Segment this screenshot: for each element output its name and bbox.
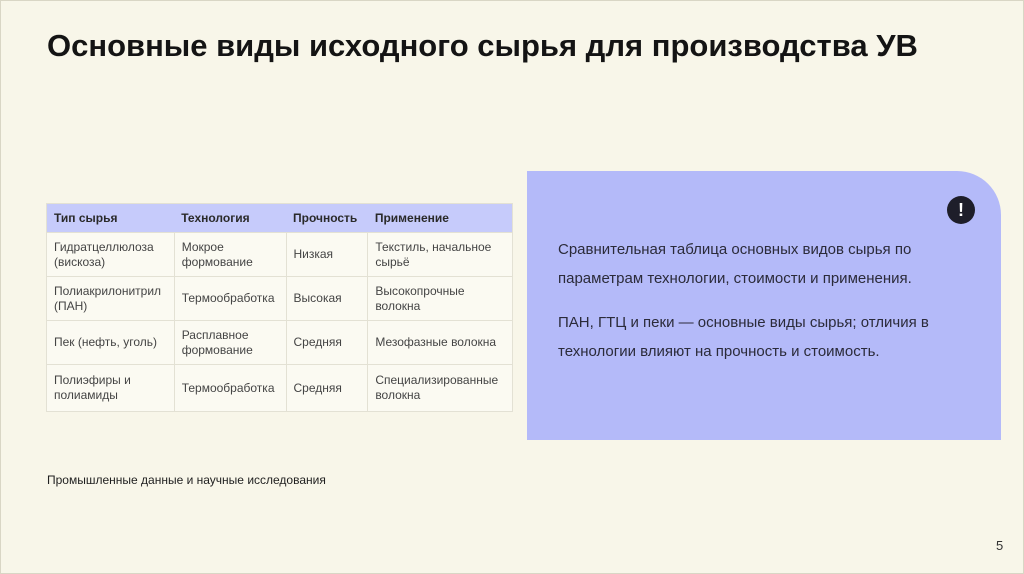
- table-cell: Низкая: [286, 233, 368, 277]
- table-cell: Термообработка: [174, 365, 286, 412]
- raw-materials-table: [46, 203, 513, 412]
- exclamation-icon: !: [947, 196, 975, 224]
- column-header-technology: Технология: [174, 204, 286, 233]
- raw-materials-table-container: [46, 203, 513, 412]
- table-cell: Пек (нефть, уголь): [47, 321, 175, 365]
- table-cell: Средняя: [286, 321, 368, 365]
- table-cell: Текстиль, начальное сырьё: [368, 233, 513, 277]
- table-row: [47, 233, 513, 277]
- page-title: Основные виды исходного сырья для производства УВ: [47, 28, 918, 63]
- note-paragraph: Сравнительная таблица основных видов сырья по параметрам технологии, стоимости и применения.: [558, 241, 912, 287]
- table-row: [47, 277, 513, 321]
- table-header-row: [47, 204, 513, 233]
- table-cell: Полиэфиры и полиамиды: [47, 365, 175, 412]
- table-cell: Расплавное формование: [174, 321, 286, 365]
- source-caption: Промышленные данные и научные исследования: [47, 473, 326, 487]
- table-cell: Мезофазные волокна: [368, 321, 513, 365]
- column-header-application: Применение: [368, 204, 513, 233]
- table-cell: Высокая: [286, 277, 368, 321]
- table-cell: Специализированные волокна: [368, 365, 513, 412]
- table-cell: Полиакрилонитрил (ПАН): [47, 277, 175, 321]
- column-header-type: Тип сырья: [47, 204, 175, 233]
- table-cell: Мокрое формование: [174, 233, 286, 277]
- page-number: 5: [996, 538, 1004, 553]
- column-header-strength: Прочность: [286, 204, 368, 233]
- table-cell: Термообработка: [174, 277, 286, 321]
- table-row: [47, 321, 513, 365]
- table-row: [47, 365, 513, 412]
- table-cell: Средняя: [286, 365, 368, 412]
- note-text: [558, 235, 978, 381]
- note-paragraph: ПАН, ГТЦ и пеки — основные виды сырья; отличия в технологии влияют на прочность и стоимость.: [558, 314, 929, 360]
- table-cell: Высокопрочные волокна: [368, 277, 513, 321]
- table-cell: Гидратцеллюлоза (вискоза): [47, 233, 175, 277]
